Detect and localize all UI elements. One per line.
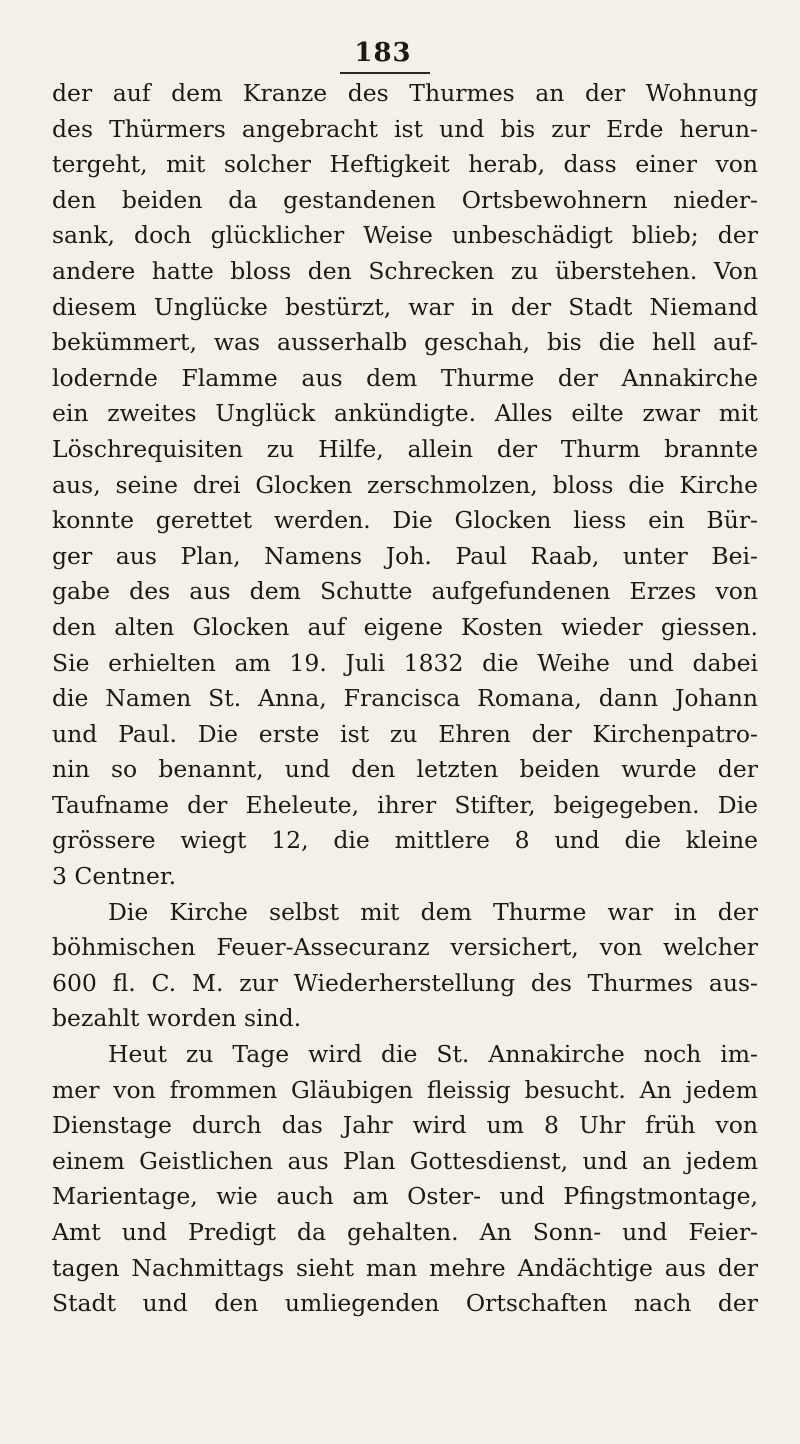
text-line: Dienstage durch das Jahr wird um 8 Uhr früh von [52, 1111, 758, 1140]
text-line: bezahlt worden sind. [52, 1004, 302, 1033]
text-line: lodernde Flamme aus dem Thurme der Annakirche [52, 363, 758, 392]
text-line: aus, seine drei Glocken zerschmolzen, bloss die Kirche [52, 470, 758, 499]
text-line: mer von frommen Gläubigen fleissig besucht. An jedem [52, 1075, 758, 1104]
text-line: böhmischen Feuer-Assecuranz versichert, von welcher [52, 933, 758, 962]
text-line: des Thürmers angebracht ist und bis zur Erde herun- [52, 114, 758, 143]
text-line: tagen Nachmittags sieht man mehre Andächtige aus der [52, 1253, 758, 1282]
text-line: 3 Centner. [52, 862, 177, 891]
text-line: einem Geistlichen aus Plan Gottesdienst, und an jedem [52, 1146, 758, 1175]
body-text [52, 76, 758, 1322]
text-line: grössere wiegt 12, die mittlere 8 und die kleine [52, 826, 758, 855]
text-line: diesem Unglücke bestürzt, war in der Stadt Niemand [52, 292, 758, 321]
text-line: ein zweites Unglück ankündigte. Alles eilte zwar mit [52, 399, 758, 428]
text-line: ger aus Plan, Namens Joh. Paul Raab, unter Bei- [52, 541, 758, 570]
text-line: Löschrequisiten zu Hilfe, allein der Thurm brannte [52, 434, 758, 463]
text-line: Taufname der Eheleute, ihrer Stifter, beigegeben. Die [52, 790, 758, 819]
text-line: 600 fl. C. M. zur Wiederherstellung des Thurmes aus- [52, 968, 758, 997]
text-line: Stadt und den umliegenden Ortschaften nach der [52, 1289, 758, 1318]
text-line: tergeht, mit solcher Heftigkeit herab, dass einer von [52, 150, 758, 179]
text-line: Sie erhielten am 19. Juli 1832 die Weihe und dabei [52, 648, 758, 677]
text-line: gabe des aus dem Schutte aufgefundenen Erzes von [52, 577, 758, 606]
text-line: Amt und Predigt da gehalten. An Sonn- und Feier- [52, 1218, 758, 1246]
page-number-rule [340, 72, 430, 74]
text-line: sank, doch glücklicher Weise unbeschädigt blieb; der [52, 221, 758, 250]
text-line: Die Kirche selbst mit dem Thurme war in der [108, 897, 758, 926]
text-line: Marientage, wie auch am Oster- und Pfingstmontage, [52, 1182, 758, 1211]
text-line: den alten Glocken auf eigene Kosten wieder giessen. [52, 612, 758, 641]
text-line: Heut zu Tage wird die St. Annakirche noch im- [108, 1040, 758, 1069]
text-line: die Namen St. Anna, Francisca Romana, dann Johann [52, 684, 758, 713]
text-line: und Paul. Die erste ist zu Ehren der Kirchenpatro- [52, 719, 758, 748]
text-line: bekümmert, was ausserhalb geschah, bis die hell auf- [52, 328, 758, 357]
page-number: 183 [354, 38, 412, 68]
text-line: nin so benannt, und den letzten beiden wurde der [52, 755, 758, 784]
text-line: der auf dem Kranze des Thurmes an der Wohnung [52, 79, 758, 107]
text-line: den beiden da gestandenen Ortsbewohnern nieder- [52, 185, 758, 214]
text-line: konnte gerettet werden. Die Glocken liess ein Bür- [52, 506, 758, 535]
text-line: andere hatte bloss den Schrecken zu überstehen. Von [52, 256, 758, 285]
